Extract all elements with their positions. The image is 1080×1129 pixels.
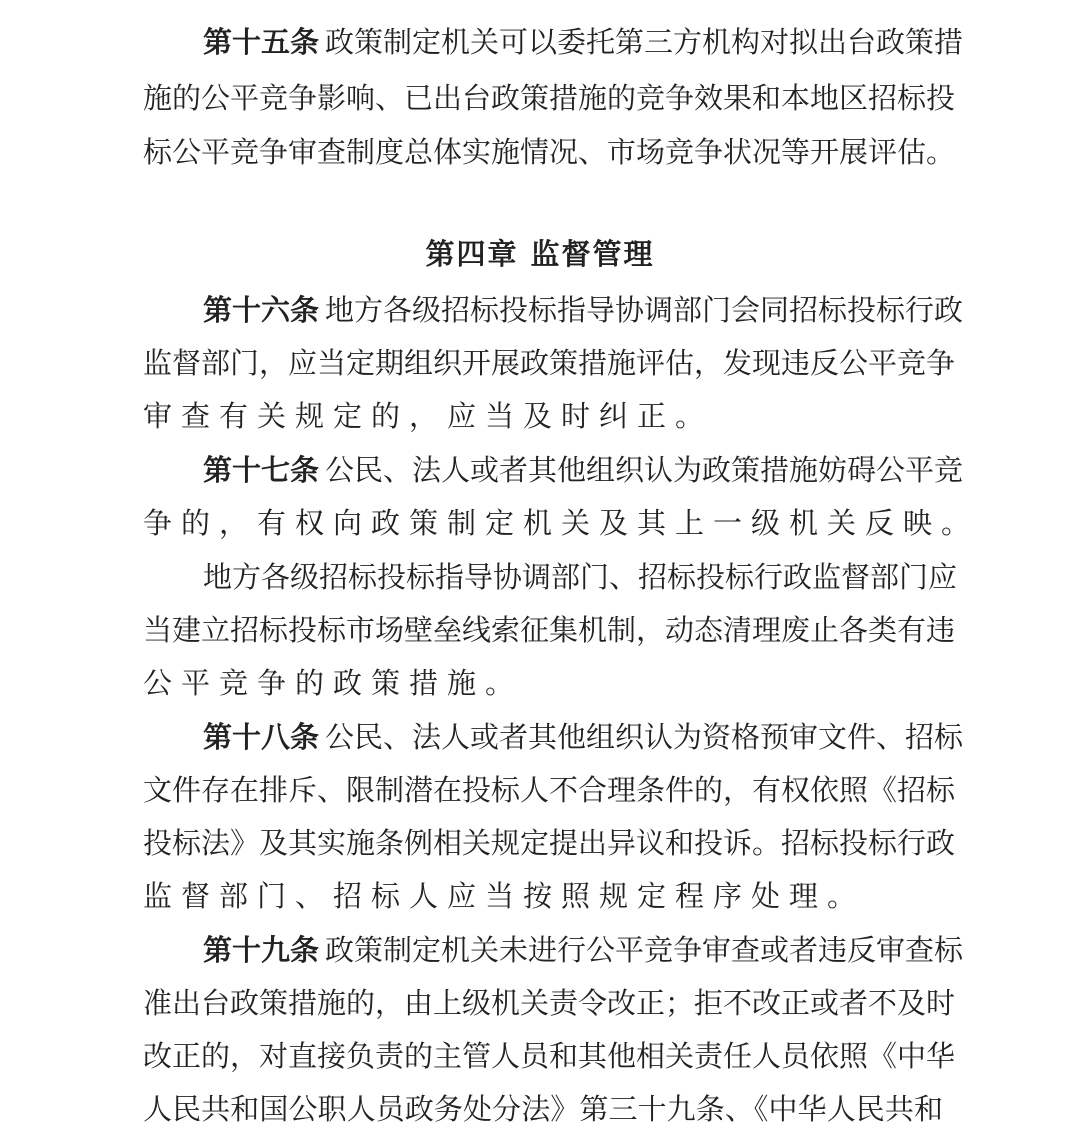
article-17-line-1 — [203, 450, 964, 490]
article-15-line-3: 标公平竞争审查制度总体实施情况、市场竞争状况等开展评估。 — [143, 135, 956, 169]
article-18-line-4: 监督部门、招标人应当按照规定程序处理。 — [143, 879, 866, 913]
article-19-label: 第十九条 — [203, 933, 320, 967]
article-15-line-2: 施的公平竞争影响、已出台政策措施的竞争效果和本地区招标投 — [143, 81, 956, 115]
article-17-label: 第十七条 — [203, 453, 320, 487]
article-17-para2-line-1: 地方各级招标投标指导协调部门、招标投标行政监督部门应 — [203, 560, 958, 594]
article-18-line-1 — [203, 717, 964, 757]
article-19-line-4: 人民共和国公职人员政务处分法》第三十九条、《中华人民共和 — [143, 1092, 943, 1126]
article-19-line-1 — [203, 930, 964, 970]
article-19-line-3: 改正的，对直接负责的主管人员和其他相关责任人员依照《中华 — [143, 1039, 956, 1073]
article-16-label: 第十六条 — [203, 293, 320, 327]
article-18-line-2: 文件存在排斥、限制潜在投标人不合理条件的，有权依照《招标 — [143, 773, 956, 807]
article-16-line-1 — [203, 290, 964, 330]
article-17-para2-line-2: 当建立招标投标市场壁垒线索征集机制，动态清理废止各类有违 — [143, 613, 956, 647]
article-15-line-1 — [203, 22, 964, 62]
article-15-label: 第十五条 — [203, 25, 320, 59]
chapter-heading: 第四章 监督管理 — [425, 237, 655, 271]
article-18-line-3: 投标法》及其实施条例相关规定提出异议和投诉。招标投标行政 — [143, 826, 956, 860]
article-16-text-1: 地方各级招标投标指导协调部门会同招标投标行政 — [325, 293, 964, 327]
article-17-line-2: 争的，有权向政策制定机关及其上一级机关反映。 — [143, 506, 980, 540]
article-17-para2-line-3: 公平竞争的政策措施。 — [143, 666, 524, 700]
article-18-text-1: 公民、法人或者其他组织认为资格预审文件、招标 — [325, 720, 964, 754]
article-16-line-3: 审查有关规定的，应当及时纠正。 — [143, 399, 714, 433]
article-16-line-2: 监督部门，应当定期组织开展政策措施评估，发现违反公平竞争 — [143, 346, 956, 380]
article-17-text-1: 公民、法人或者其他组织认为政策措施妨碍公平竞 — [325, 453, 964, 487]
article-19-line-2: 准出台政策措施的，由上级机关责令改正；拒不改正或者不及时 — [143, 986, 956, 1020]
article-15-text-1: 政策制定机关可以委托第三方机构对拟出台政策措 — [325, 25, 964, 59]
article-18-label: 第十八条 — [203, 720, 320, 754]
article-19-text-1: 政策制定机关未进行公平竞争审查或者违反审查标 — [325, 933, 964, 967]
